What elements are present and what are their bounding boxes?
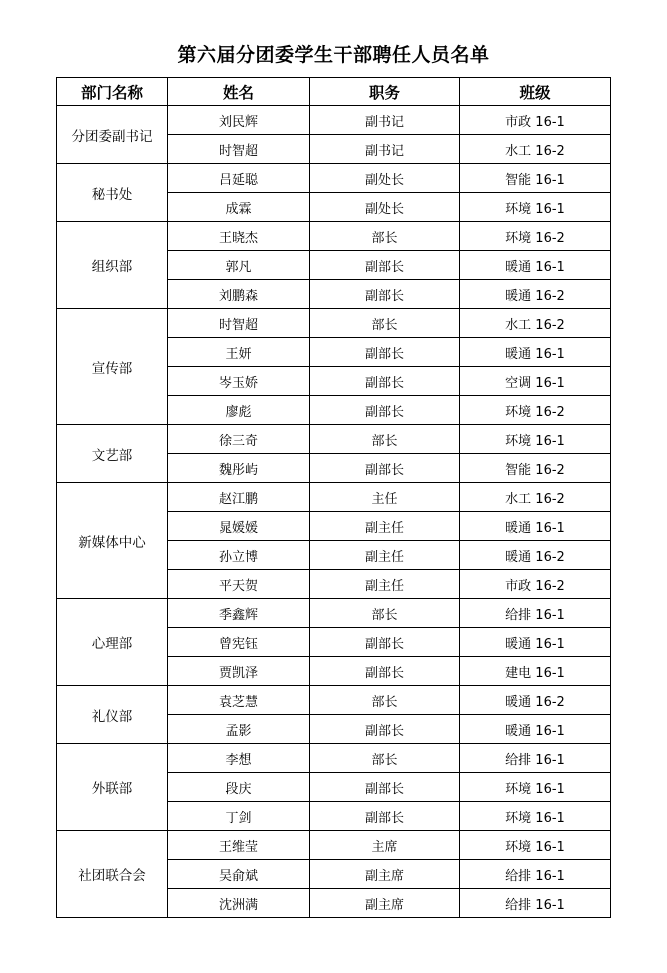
name-cell: 王维莹 xyxy=(168,831,310,860)
class-cell: 水工 16-2 xyxy=(460,483,611,512)
name-cell: 吴俞斌 xyxy=(168,860,310,889)
class-cell: 环境 16-1 xyxy=(460,193,611,222)
class-cell: 水工 16-2 xyxy=(460,135,611,164)
header-role: 职务 xyxy=(310,78,460,106)
name-cell: 郭凡 xyxy=(168,251,310,280)
class-cell: 暖通 16-2 xyxy=(460,686,611,715)
class-cell: 环境 16-1 xyxy=(460,425,611,454)
table-row xyxy=(57,164,611,193)
dept-cell: 秘书处 xyxy=(57,164,168,222)
name-cell: 刘鹏森 xyxy=(168,280,310,309)
class-cell: 环境 16-2 xyxy=(460,222,611,251)
class-cell: 暖通 16-2 xyxy=(460,541,611,570)
class-cell: 智能 16-2 xyxy=(460,454,611,483)
class-cell: 环境 16-1 xyxy=(460,773,611,802)
role-cell: 部长 xyxy=(310,686,460,715)
dept-cell: 组织部 xyxy=(57,222,168,309)
role-cell: 部长 xyxy=(310,425,460,454)
dept-cell: 心理部 xyxy=(57,599,168,686)
role-cell: 副主任 xyxy=(310,570,460,599)
role-cell: 副部长 xyxy=(310,280,460,309)
role-cell: 副部长 xyxy=(310,251,460,280)
dept-cell: 外联部 xyxy=(57,744,168,831)
roster-body xyxy=(57,106,611,918)
class-cell: 空调 16-1 xyxy=(460,367,611,396)
dept-cell: 社团联合会 xyxy=(57,831,168,918)
table-row xyxy=(57,309,611,338)
dept-cell: 文艺部 xyxy=(57,425,168,483)
class-cell: 给排 16-1 xyxy=(460,889,611,918)
role-cell: 部长 xyxy=(310,309,460,338)
role-cell: 部长 xyxy=(310,222,460,251)
name-cell: 平天贺 xyxy=(168,570,310,599)
name-cell: 赵江鹏 xyxy=(168,483,310,512)
class-cell: 暖通 16-1 xyxy=(460,715,611,744)
name-cell: 徐三奇 xyxy=(168,425,310,454)
roster-table xyxy=(56,77,611,918)
table-row xyxy=(57,599,611,628)
class-cell: 暖通 16-1 xyxy=(460,628,611,657)
name-cell: 段庆 xyxy=(168,773,310,802)
role-cell: 副处长 xyxy=(310,164,460,193)
page-title: 第六届分团委学生干部聘任人员名单 xyxy=(177,44,490,66)
role-cell: 副部长 xyxy=(310,715,460,744)
name-cell: 季鑫辉 xyxy=(168,599,310,628)
name-cell: 岑玉娇 xyxy=(168,367,310,396)
header-name: 姓名 xyxy=(168,78,310,106)
class-cell: 智能 16-1 xyxy=(460,164,611,193)
name-cell: 曾宪钰 xyxy=(168,628,310,657)
role-cell: 副部长 xyxy=(310,657,460,686)
name-cell: 贾凯泽 xyxy=(168,657,310,686)
class-cell: 市政 16-1 xyxy=(460,106,611,135)
header-dept: 部门名称 xyxy=(57,78,168,106)
table-row xyxy=(57,425,611,454)
role-cell: 副书记 xyxy=(310,106,460,135)
name-cell: 晁媛媛 xyxy=(168,512,310,541)
role-cell: 副主任 xyxy=(310,512,460,541)
role-cell: 副部长 xyxy=(310,628,460,657)
role-cell: 主席 xyxy=(310,831,460,860)
name-cell: 吕延聪 xyxy=(168,164,310,193)
name-cell: 时智超 xyxy=(168,135,310,164)
name-cell: 成霖 xyxy=(168,193,310,222)
dept-cell: 分团委副书记 xyxy=(57,106,168,164)
class-cell: 市政 16-2 xyxy=(460,570,611,599)
table-row xyxy=(57,222,611,251)
class-cell: 暖通 16-2 xyxy=(460,280,611,309)
header-class: 班级 xyxy=(460,78,611,106)
role-cell: 部长 xyxy=(310,599,460,628)
table-row xyxy=(57,106,611,135)
role-cell: 副部长 xyxy=(310,773,460,802)
class-cell: 给排 16-1 xyxy=(460,744,611,773)
header-row xyxy=(57,78,611,106)
class-cell: 环境 16-1 xyxy=(460,802,611,831)
role-cell: 副部长 xyxy=(310,396,460,425)
role-cell: 主任 xyxy=(310,483,460,512)
role-cell: 副部长 xyxy=(310,367,460,396)
name-cell: 王妍 xyxy=(168,338,310,367)
name-cell: 魏彤屿 xyxy=(168,454,310,483)
name-cell: 孙立博 xyxy=(168,541,310,570)
table-row xyxy=(57,686,611,715)
name-cell: 李想 xyxy=(168,744,310,773)
class-cell: 暖通 16-1 xyxy=(460,512,611,541)
dept-cell: 宣传部 xyxy=(57,309,168,425)
table-row xyxy=(57,483,611,512)
role-cell: 副部长 xyxy=(310,802,460,831)
role-cell: 副书记 xyxy=(310,135,460,164)
class-cell: 水工 16-2 xyxy=(460,309,611,338)
name-cell: 沈洲满 xyxy=(168,889,310,918)
class-cell: 给排 16-1 xyxy=(460,599,611,628)
dept-cell: 新媒体中心 xyxy=(57,483,168,599)
role-cell: 部长 xyxy=(310,744,460,773)
role-cell: 副部长 xyxy=(310,338,460,367)
class-cell: 暖通 16-1 xyxy=(460,338,611,367)
dept-cell: 礼仪部 xyxy=(57,686,168,744)
role-cell: 副处长 xyxy=(310,193,460,222)
class-cell: 环境 16-2 xyxy=(460,396,611,425)
class-cell: 建电 16-1 xyxy=(460,657,611,686)
name-cell: 廖彪 xyxy=(168,396,310,425)
name-cell: 刘民辉 xyxy=(168,106,310,135)
table-row xyxy=(57,831,611,860)
class-cell: 暖通 16-1 xyxy=(460,251,611,280)
role-cell: 副主席 xyxy=(310,889,460,918)
name-cell: 王晓杰 xyxy=(168,222,310,251)
name-cell: 时智超 xyxy=(168,309,310,338)
name-cell: 袁芝慧 xyxy=(168,686,310,715)
role-cell: 副主席 xyxy=(310,860,460,889)
role-cell: 副部长 xyxy=(310,454,460,483)
role-cell: 副主任 xyxy=(310,541,460,570)
class-cell: 环境 16-1 xyxy=(460,831,611,860)
name-cell: 丁剑 xyxy=(168,802,310,831)
name-cell: 孟影 xyxy=(168,715,310,744)
class-cell: 给排 16-1 xyxy=(460,860,611,889)
table-row xyxy=(57,744,611,773)
